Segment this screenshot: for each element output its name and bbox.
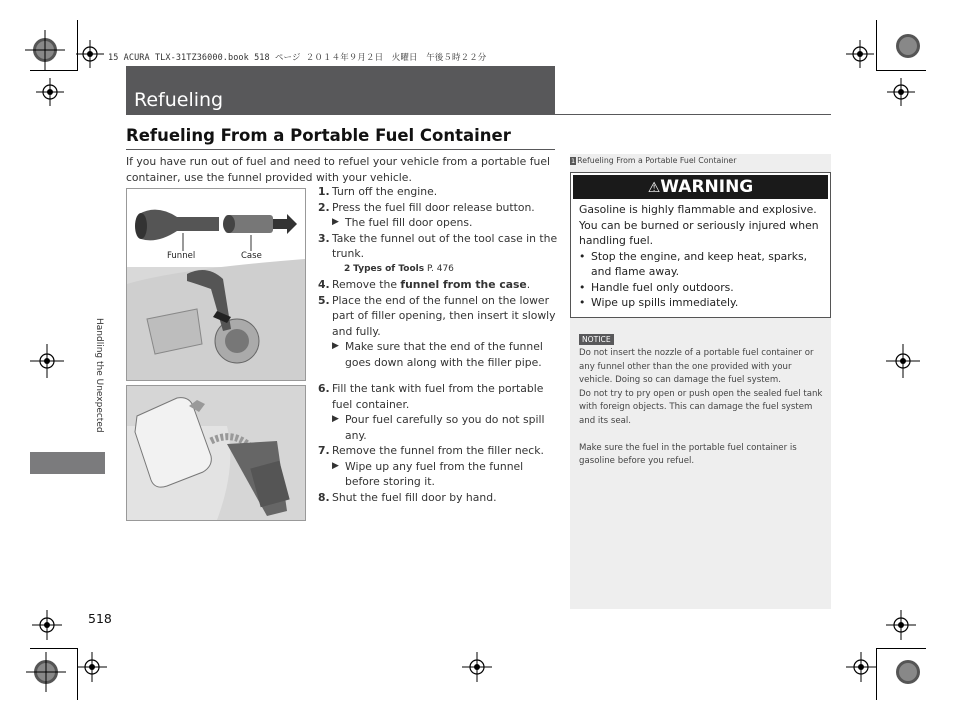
steps-group-1 [318, 184, 558, 370]
warning-text: Gasoline is highly flammable and explosive. You can be burned or seriously injured when handling fuel. • Stop the engine, and keep heat, sparks, and flame away. • Handle fuel only outdoors. • Wipe up spills immediately. [579, 202, 827, 311]
chapter-tab-label: Handling the Unexpected [94, 318, 104, 433]
warning-box [570, 172, 831, 318]
crosshair-icon [886, 344, 920, 378]
section-title: Refueling From a Portable Fuel Container [126, 126, 511, 145]
funnel-insertion-illustration [127, 189, 305, 380]
cross-reference-link[interactable]: 2 Types of Tools P. 476 [344, 263, 454, 274]
notice-paragraph: Do not insert the nozzle of a portable fuel container or any funnel other than the one provided with your vehicle. Doing so can damage the fuel system. [579, 348, 814, 385]
print-header: 15 ACURA TLX-31TZ36000.book 518 ページ ２０１４年９月２日 火曜日 午後５時２２分 [108, 53, 487, 63]
crosshair-icon [887, 78, 915, 106]
triangle-right-icon: ▶ [332, 217, 339, 227]
registration-target-icon [888, 652, 928, 692]
registration-target-icon [26, 652, 66, 692]
note-marker-icon: 1 [571, 157, 576, 165]
case-label: Case [241, 251, 262, 261]
crosshair-icon [32, 610, 62, 640]
figure-funnel-and-case [126, 188, 306, 381]
figure-pouring-fuel [126, 385, 306, 521]
step-item: 2. Press the fuel fill door release button. [318, 200, 535, 214]
crosshair-icon [36, 78, 64, 106]
section-rule [126, 149, 555, 150]
pouring-fuel-illustration [127, 386, 305, 520]
triangle-right-icon: ▶ [332, 414, 339, 424]
warning-bullet: • Stop the engine, and keep heat, sparks, and flame away. [579, 249, 808, 278]
step-result: ▶ Make sure that the end of the funnel goes down along with the filler pipe. [332, 340, 543, 369]
notice-paragraph: Make sure the fuel in the portable fuel container is gasoline before you refuel. [579, 442, 797, 466]
crosshair-icon [30, 344, 64, 378]
step-item: 8. Shut the fuel fill door by hand. [318, 490, 497, 504]
page-number: 518 [88, 611, 112, 626]
crosshair-icon [886, 610, 916, 640]
title-rule [126, 114, 831, 115]
notice-text [579, 347, 824, 469]
step-item: 4. Remove the funnel from the case. [318, 278, 531, 291]
step-item: 7. Remove the funnel from the filler neck. [318, 444, 544, 457]
step-result: ▶ Pour fuel carefully so you do not spill any. [332, 413, 545, 442]
step-item: 6. Fill the tank with fuel from the portable fuel container. [318, 382, 544, 411]
step-result: ▶ Wipe up any fuel from the funnel before storing it. [332, 459, 524, 488]
crosshair-icon [462, 652, 492, 682]
title-bar [126, 66, 555, 114]
notice-badge: NOTICE [579, 334, 614, 345]
registration-target-icon [888, 26, 928, 66]
chapter-tab-marker [30, 452, 105, 474]
step-item: 5. Place the end of the funnel on the lower part of filler opening, then insert it slowly and fully. [318, 293, 556, 338]
page-title: Refueling [134, 89, 224, 111]
crosshair-icon [846, 652, 876, 682]
warning-bullet: • Wipe up spills immediately. [579, 296, 739, 309]
warning-triangle-icon: ⚠ [647, 180, 661, 196]
triangle-right-icon: ▶ [332, 341, 339, 351]
reference-arrow-icon: 2 [344, 263, 351, 274]
triangle-right-icon: ▶ [332, 460, 339, 471]
intro-paragraph: If you have run out of fuel and need to refuel your vehicle from a portable fuel container, use the funnel provided with your vehicle. [126, 155, 550, 184]
steps-group-2 [318, 381, 558, 505]
crosshair-icon [77, 652, 107, 682]
warning-bullet: • Handle fuel only outdoors. [579, 280, 734, 294]
crosshair-icon [76, 40, 104, 68]
step-item: 1. Turn off the engine. [318, 185, 438, 198]
crosshair-icon [846, 40, 874, 68]
funnel-label: Funnel [167, 251, 196, 261]
step-result: ▶ The fuel fill door opens. [332, 216, 473, 229]
step-item: 3. Take the funnel out of the tool case in the trunk. [318, 231, 558, 260]
sidebar-note-header: 1 Refueling From a Portable Fuel Container [571, 156, 737, 165]
notice-paragraph: Do not try to pry open or push open the sealed fuel tank with foreign objects. This can damage the fuel system and its seal. [579, 388, 823, 426]
warning-header: ⚠WARNING [573, 175, 828, 199]
registration-target-icon [25, 30, 65, 70]
